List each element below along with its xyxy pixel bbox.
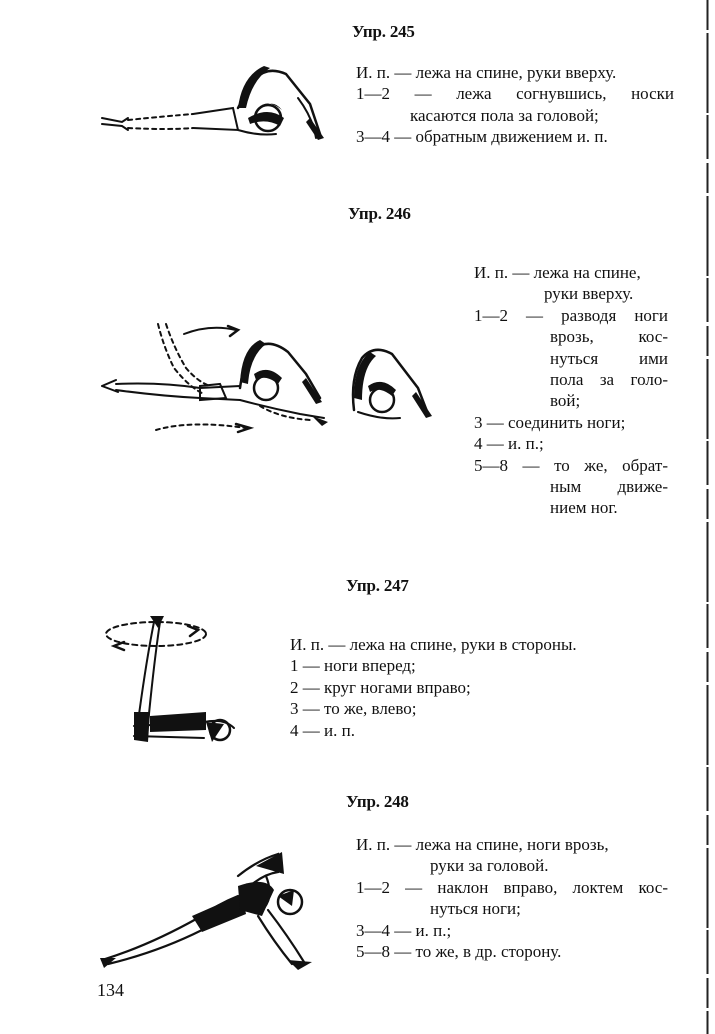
exercise-248-title: Упр. 248 bbox=[346, 792, 409, 811]
exercise-245-line: И. п. — лежа на спине, руки вверху. bbox=[356, 63, 617, 82]
exercise-247-figure bbox=[94, 612, 240, 758]
exercise-248-line: руки за головой. bbox=[430, 856, 549, 876]
page-number: 134 bbox=[97, 980, 124, 1000]
exercise-245-title: Упр. 245 bbox=[352, 22, 415, 41]
exercise-247-line: 2 — круг ногами вправо; bbox=[290, 677, 471, 697]
exercise-246-line: 5—8 — то же, обрат- bbox=[474, 455, 668, 475]
exercise-247-line: 3 — то же, влево; bbox=[290, 699, 417, 719]
exercise-247-line: И. п. — лежа на спине, руки в стороны. bbox=[290, 635, 577, 654]
exercise-247-line: 4 — и. п. bbox=[290, 720, 355, 740]
exercise-246-line: 3 — соединить ноги; bbox=[474, 412, 626, 432]
exercise-246-line: пола за голо- bbox=[550, 370, 668, 390]
exercise-246-line: ным движе- bbox=[550, 477, 668, 497]
exercise-247-line: 1 — ноги вперед; bbox=[290, 656, 416, 676]
exercise-248-figure bbox=[98, 846, 326, 972]
exercise-248-text bbox=[356, 834, 668, 962]
exercise-245-figure bbox=[98, 58, 338, 150]
exercise-246-line: 1—2 — разводя ноги bbox=[474, 305, 668, 325]
exercise-245-line: 1—2 — лежа согнувшись, носки bbox=[356, 84, 674, 104]
exercise-246-figure bbox=[100, 318, 445, 440]
exercise-248-line: И. п. — лежа на спине, ноги врозь, bbox=[356, 835, 609, 854]
page-binding-edge bbox=[706, 0, 709, 1034]
exercise-246-line: 4 — и. п.; bbox=[474, 434, 544, 454]
exercise-245-text bbox=[356, 62, 674, 148]
exercise-247-title: Упр. 247 bbox=[346, 576, 409, 595]
exercise-246-title: Упр. 246 bbox=[348, 204, 411, 223]
exercise-246-line: вой; bbox=[550, 391, 581, 411]
exercise-247-text bbox=[290, 634, 650, 741]
exercise-246-line: врозь, кос- bbox=[550, 327, 668, 347]
exercise-246-line: нием ног. bbox=[550, 498, 618, 518]
exercise-248-line: 3—4 — и. п.; bbox=[356, 920, 452, 940]
exercise-245-line: 3—4 — обратным движением и. п. bbox=[356, 127, 608, 147]
exercise-246-line: руки вверху. bbox=[544, 284, 634, 304]
exercise-246-text bbox=[474, 262, 668, 519]
exercise-248-line: нуться ноги; bbox=[430, 899, 521, 919]
exercise-246-line: И. п. — лежа на спине, bbox=[474, 263, 641, 282]
exercise-248-line: 5—8 — то же, в др. сторону. bbox=[356, 942, 562, 962]
exercise-246-line: нуться ими bbox=[550, 348, 668, 368]
exercise-245-line: касаются пола за головой; bbox=[410, 105, 599, 125]
exercise-248-line: 1—2 — наклон вправо, локтем кос- bbox=[356, 877, 668, 897]
